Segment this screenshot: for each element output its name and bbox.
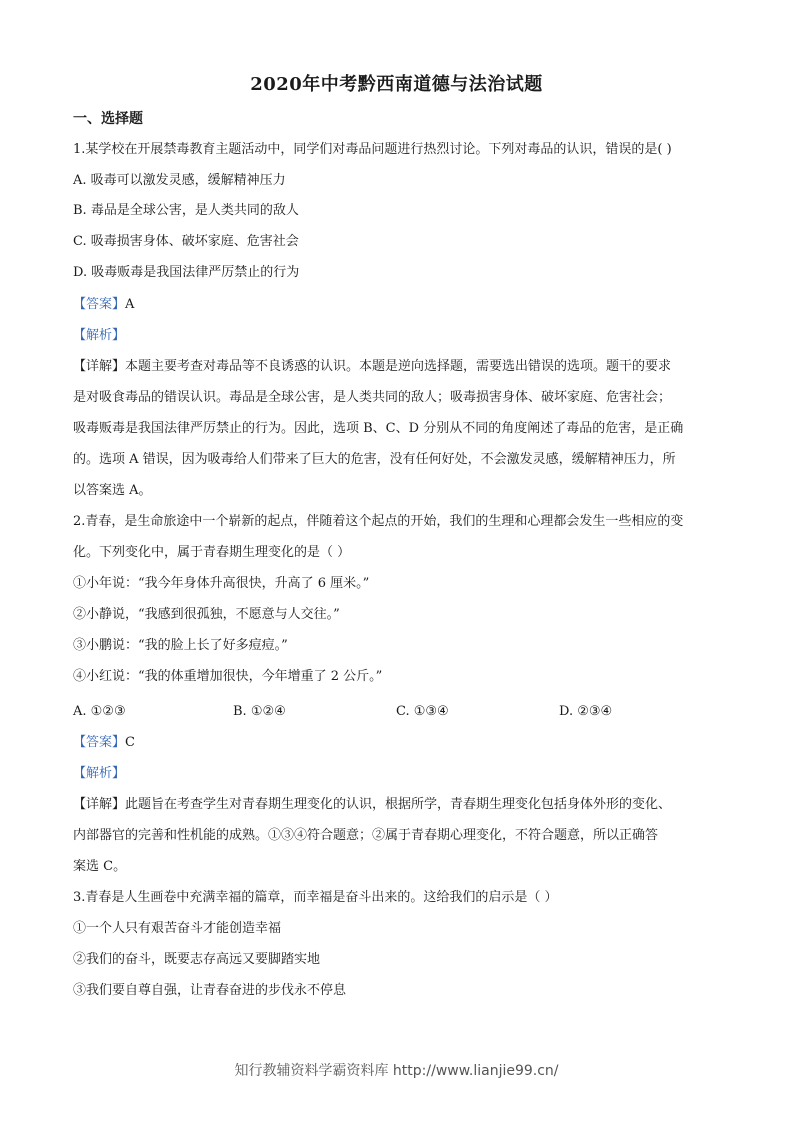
q1-detail-line [73,358,671,376]
q1-detail-line: 吸毒贩毒是我国法律严厉禁止的行为。因此，选项 B、C、D 分别从不同的角度阐述了毒品的危害，是正确 [73,421,684,436]
answer-value: C [125,735,135,750]
q2-stem-line: 2.青春，是生命旅途中一个崭新的起点，伴随着这个起点的开始，我们的生理和心理都会发生一些相应的变 [73,514,684,529]
q2-option-b: B. ①②④ [233,704,286,719]
q2-detail-line: 案选 C。 [73,859,127,874]
q2-statement: ④小红说：“我的体重增加很快，今年增重了 2 公斤。” [73,669,383,684]
q1-option-c: C. 吸毒损害身体、破坏家庭、危害社会 [73,234,299,249]
q1-analysis [73,327,125,345]
q1-option-d: D. 吸毒贩毒是我国法律严厉禁止的行为 [73,265,300,280]
q1-detail-line: 的。选项 A 错误，因为吸毒给人们带来了巨大的危害，没有任何好处，不会激发灵感，缓解精神压力，所 [73,452,676,467]
q1-stem: 1.某学校在开展禁毒教育主题活动中，同学们对毒品问题进行热烈讨论。下列对毒品的认识，错误的是( ) [73,142,672,157]
q1-detail-line: 是对吸食毒品的错误认识。毒品是全球公害，是人类共同的敌人；吸毒损害身体、破坏家庭、危害社会； [73,390,672,405]
q2-option-a: A. ①②③ [73,704,126,719]
detail-tag: 【详解】 [73,797,126,812]
q2-option-d: D. ②③④ [559,704,613,719]
q2-answer [73,734,135,752]
answer-tag: 【答案】 [73,735,126,750]
q2-detail-line [73,796,671,814]
detail-text: 此题旨在考查学生对青春期生理变化的认识，根据所学，青春期生理变化包括身体外形的变化、 [125,797,672,812]
q1-option-a: A. 吸毒可以激发灵感，缓解精神压力 [73,173,286,188]
analysis-tag: 【解析】 [73,328,126,343]
q2-option-c: C. ①③④ [396,704,449,719]
answer-value: A [125,297,135,312]
q2-statement: ②小静说，“我感到很孤独，不愿意与人交往。” [73,607,340,622]
detail-text: 本题主要考查对毒品等不良诱惑的认识。本题是逆向选择题，需要选出错误的选项。题干的要求 [125,359,672,374]
analysis-tag: 【解析】 [73,766,126,781]
q1-detail-line: 以答案选 A。 [73,483,152,498]
section-heading: 一、选择题 [73,111,143,127]
q2-stem-line: 化。下列变化中，属于青春期生理变化的是（ ） [73,545,351,560]
q1-answer [73,296,134,314]
q3-statement: ①一个人只有艰苦奋斗才能创造幸福 [73,921,282,936]
q2-detail-line: 内部器官的完善和性机能的成熟。①③④符合题意；②属于青春期心理变化，不符合题意，所以正确答 [73,828,659,843]
q3-stem: 3.青春是人生画卷中充满幸福的篇章，而幸福是奋斗出来的。这给我们的启示是（ ） [73,890,558,905]
q2-statement: ③小鹏说：“我的脸上长了好多痘痘。” [73,638,288,653]
answer-tag: 【答案】 [73,297,126,312]
q2-analysis [73,765,125,783]
q2-statement: ①小年说：“我今年身体升高很快，升高了 6 厘米。” [73,576,370,591]
q3-statement: ②我们的奋斗，既要志存高远又要脚踏实地 [73,952,321,967]
page-title: 2020年中考黔西南道德与法治试题 [250,74,543,95]
q1-option-b: B. 毒品是全球公害，是人类共同的敌人 [73,203,299,218]
footer-watermark: 知行教辅资料学霸资料库 http://www.lianjie99.cn/ [234,1063,559,1079]
q3-statement: ③我们要自尊自强，让青春奋进的步伐永不停息 [73,983,347,998]
detail-tag: 【详解】 [73,359,126,374]
